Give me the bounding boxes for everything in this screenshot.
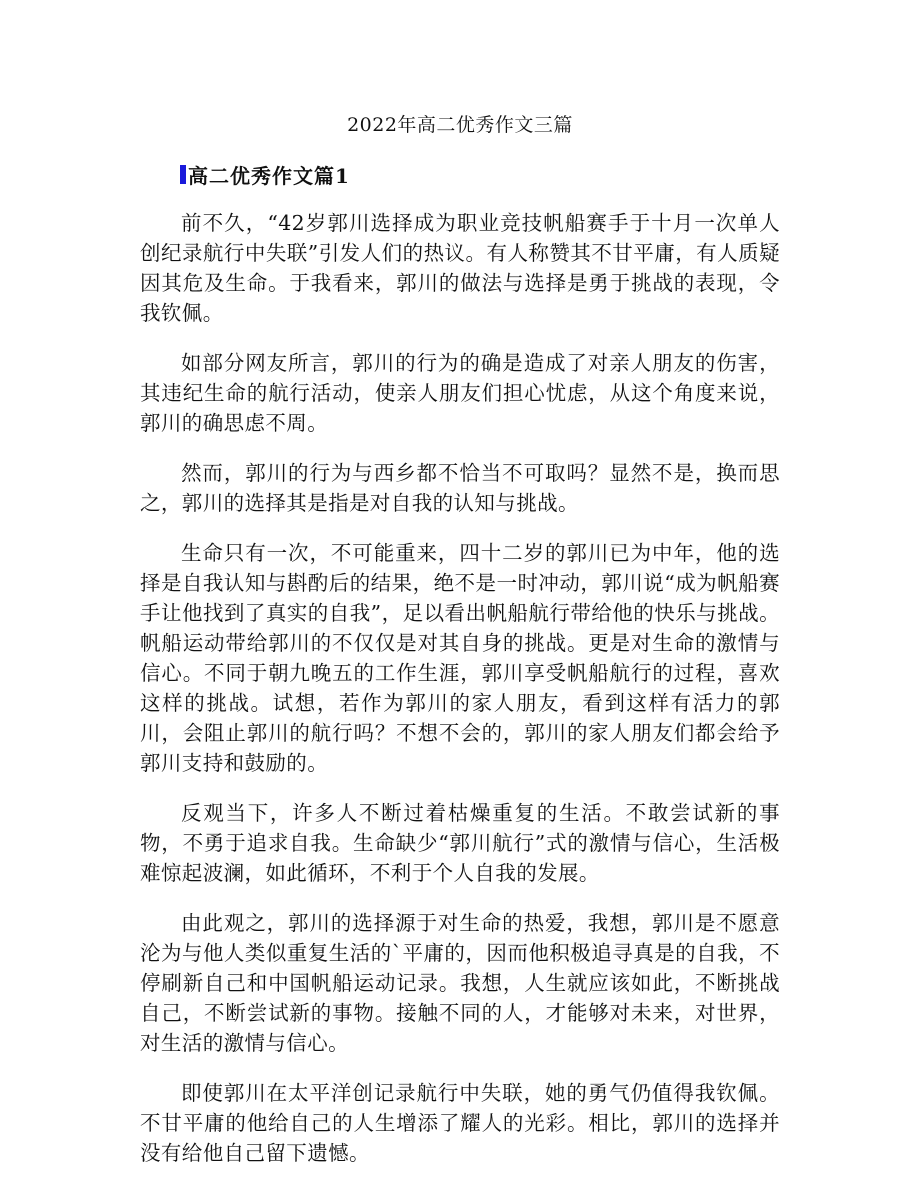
section-heading-text: 高二优秀作文篇1 — [188, 164, 350, 188]
paragraph-6: 由此观之，郭川的选择源于对生命的热爱，我想，郭川是不愿意沦为与他人类似重复生活的`平庸的，因而他积极追寻真是的自我，不停刷新自己和中国帆船运动记录。我想，人生就应该如此，不断挑战自己，不断尝试新的事物。接触不同的人，才能够对未来，对世界，对生活的激情与信心。 — [140, 911, 780, 1055]
paragraph-3: 然而，郭川的行为与西乡都不恰当不可取吗？显然不是，换而思之，郭川的选择其是指是对自我的认知与挑战。 — [140, 461, 780, 515]
essay-body — [140, 208, 780, 1188]
heading-marker-bar — [180, 165, 186, 184]
paragraph-7: 即使郭川在太平洋创记录航行中失联，她的勇气仍值得我钦佩。不甘平庸的他给自己的人生增添了耀人的光彩。相比，郭川的选择并没有给他自己留下遗憾。 — [140, 1081, 780, 1165]
paragraph-5: 反观当下，许多人不断过着枯燥重复的生活。不敢尝试新的事物，不勇于追求自我。生命缺少“郭川航行”式的激情与信心，生活极难惊起波澜，如此循环，不利于个人自我的发展。 — [140, 801, 780, 885]
paragraph-2: 如部分网友所言，郭川的行为的确是造成了对亲人朋友的伤害，其违纪生命的航行活动，使亲人朋友们担心忧虑，从这个角度来说，郭川的确思虑不周。 — [140, 351, 780, 435]
section-heading — [180, 160, 350, 189]
paragraph-4: 生命只有一次，不可能重来，四十二岁的郭川已为中年，他的选择是自我认知与斟酌后的结果，绝不是一时冲动，郭川说“成为帆船赛手让他找到了真实的自我”，足以看出帆船航行带给他的快乐与挑战。帆船运动带给郭川的不仅仅是对其自身的挑战。更是对生命的激情与信心。不同于朝九晚五的工作生涯，郭川享受帆船航行的过程，喜欢这样的挑战。试想，若作为郭川的家人朋友，看到这样有活力的郭川，会阻止郭川的航行吗？不想不会的，郭川的家人朋友们都会给予郭川支持和鼓励的。 — [140, 541, 780, 775]
document-title: 2022年高二优秀作文三篇 — [347, 114, 573, 136]
paragraph-1: 前不久，“42岁郭川选择成为职业竞技帆船赛手于十月一次单人创纪录航行中失联”引发人们的热议。有人称赞其不甘平庸，有人质疑因其危及生命。于我看来，郭川的做法与选择是勇于挑战的表现，令我钦佩。 — [140, 211, 780, 325]
